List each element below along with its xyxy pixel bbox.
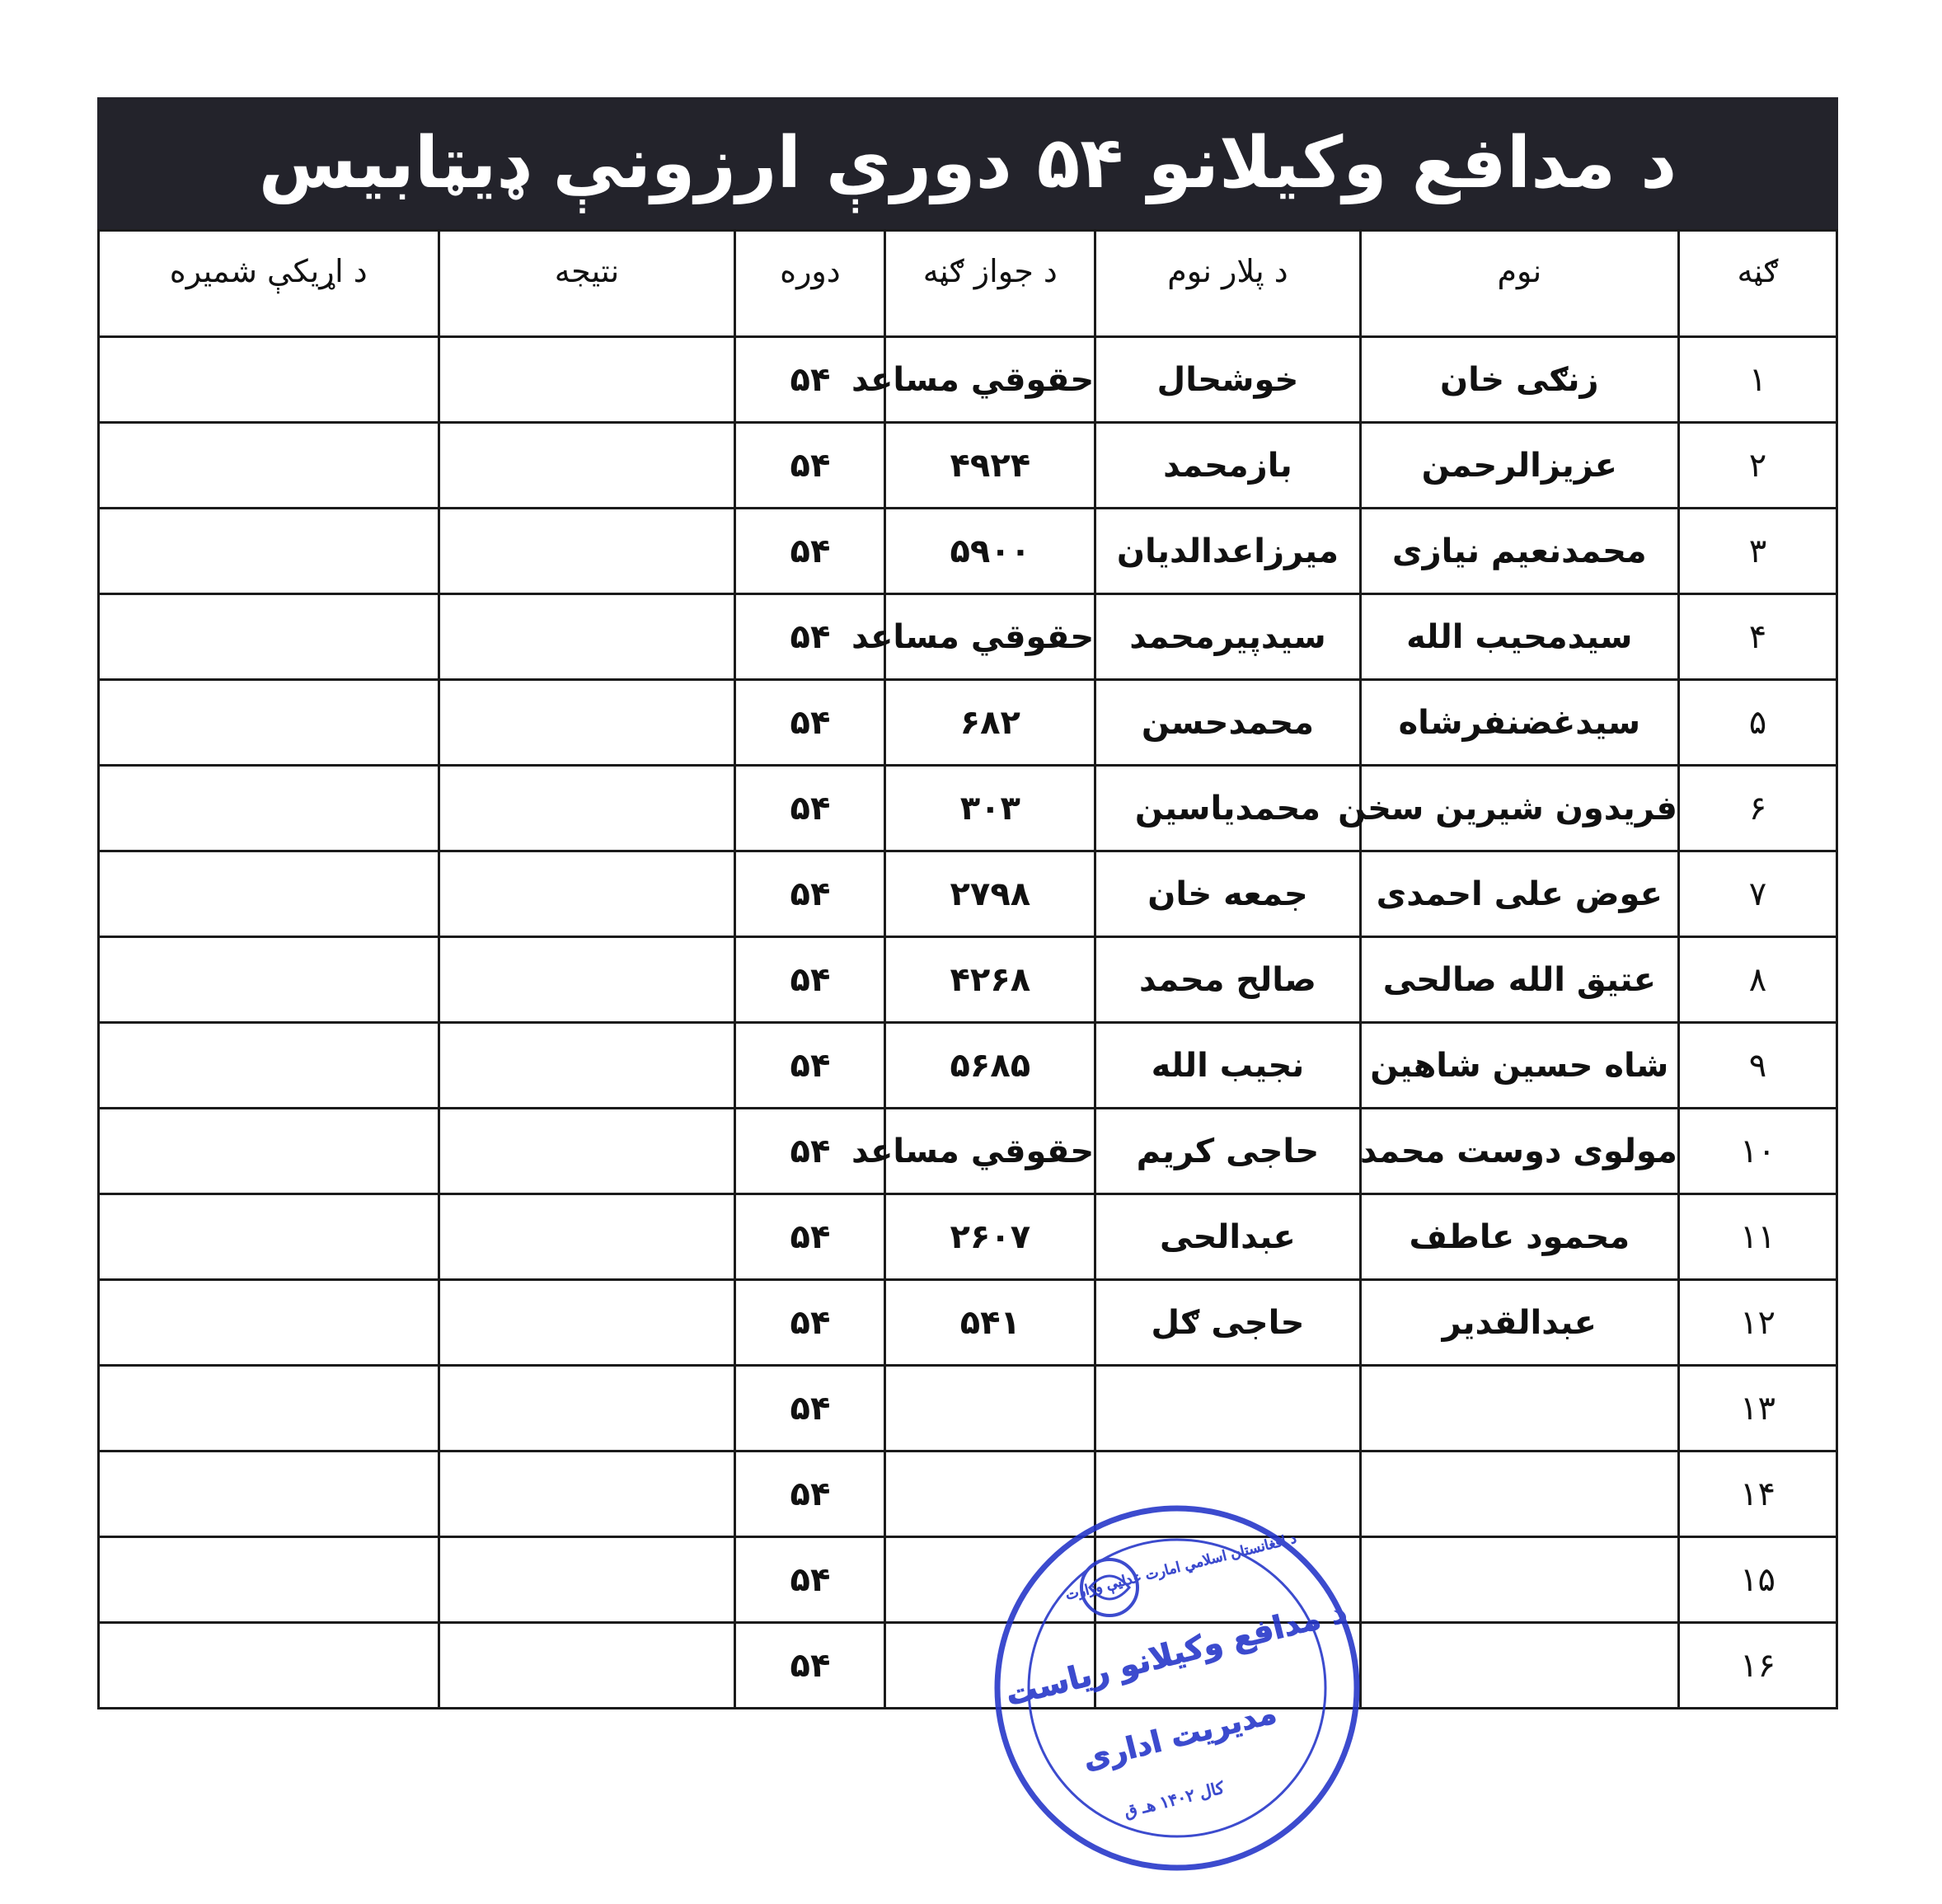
- table-header-row: [99, 231, 1837, 337]
- cell-letter-no: [99, 509, 439, 594]
- official-seal-stamp: [987, 1498, 1367, 1878]
- cell-round: ۵۴: [735, 594, 885, 680]
- cell-index: ۶: [1678, 766, 1836, 851]
- table-row: [99, 937, 1837, 1023]
- cell-name: عوض علی احمدی: [1360, 851, 1678, 937]
- cell-name: سیدمحیب الله: [1360, 594, 1678, 680]
- cell-index: ۱۶: [1678, 1623, 1836, 1709]
- table-row: [99, 423, 1837, 509]
- cell-license-no: حقوقي مساعد: [885, 1109, 1095, 1194]
- cell-result: [439, 1023, 735, 1109]
- table-row: [99, 1194, 1837, 1280]
- cell-letter-no: [99, 766, 439, 851]
- cell-round: ۵۴: [735, 680, 885, 766]
- cell-index: ۲: [1678, 423, 1836, 509]
- header-father-name: د پلار نوم: [1095, 231, 1361, 337]
- cell-result: [439, 1366, 735, 1451]
- cell-result: [439, 766, 735, 851]
- cell-father-name: حاجی کریم: [1095, 1109, 1361, 1194]
- cell-result: [439, 509, 735, 594]
- cell-father-name: محمدحسن: [1095, 680, 1361, 766]
- cell-round: ۵۴: [735, 937, 885, 1023]
- cell-father-name: محمدیاسین: [1095, 766, 1361, 851]
- cell-index: ۸: [1678, 937, 1836, 1023]
- cell-father-name: [1095, 1366, 1361, 1451]
- cell-letter-no: [99, 1280, 439, 1366]
- header-result: نتیجه: [439, 231, 735, 337]
- cell-result: [439, 423, 735, 509]
- cell-license-no: ۴۹۲۴: [885, 423, 1095, 509]
- cell-round: ۵۴: [735, 337, 885, 423]
- cell-index: ۱۴: [1678, 1451, 1836, 1537]
- cell-round: ۵۴: [735, 509, 885, 594]
- table-row: [99, 1280, 1837, 1366]
- table-row: [99, 509, 1837, 594]
- cell-round: ۵۴: [735, 1280, 885, 1366]
- cell-license-no: ۲۶۰۷: [885, 1194, 1095, 1280]
- header-license-no: د جواز ګڼه: [885, 231, 1095, 337]
- records-table: [97, 229, 1838, 1709]
- cell-father-name: جمعه خان: [1095, 851, 1361, 937]
- cell-result: [439, 1451, 735, 1537]
- cell-license-no: ۵۴۱: [885, 1280, 1095, 1366]
- cell-index: ۹: [1678, 1023, 1836, 1109]
- cell-father-name: میرزاعدالدیان: [1095, 509, 1361, 594]
- cell-father-name: بازمحمد: [1095, 423, 1361, 509]
- cell-name: عزیزالرحمن: [1360, 423, 1678, 509]
- cell-father-name: نجیب الله: [1095, 1023, 1361, 1109]
- document-sheet: [97, 97, 1838, 1709]
- document-title-bar: [97, 97, 1838, 229]
- cell-index: ۱۲: [1678, 1280, 1836, 1366]
- cell-result: [439, 937, 735, 1023]
- table-row: [99, 766, 1837, 851]
- cell-name: محمود عاطف: [1360, 1194, 1678, 1280]
- cell-round: ۵۴: [735, 1023, 885, 1109]
- cell-round: ۵۴: [735, 766, 885, 851]
- cell-name: عبدالقدیر: [1360, 1280, 1678, 1366]
- cell-name: عتیق الله صالحی: [1360, 937, 1678, 1023]
- header-index: ګڼه: [1678, 231, 1836, 337]
- cell-name: سیدغضنفرشاه: [1360, 680, 1678, 766]
- document-title: د مدافع وکیلانو ۵۴ دورې ارزونې ډیټابیس: [258, 122, 1677, 204]
- cell-result: [439, 594, 735, 680]
- cell-round: ۵۴: [735, 1451, 885, 1537]
- cell-name: محمدنعیم نیازی: [1360, 509, 1678, 594]
- cell-license-no: ۴۲۶۸: [885, 937, 1095, 1023]
- cell-index: ۳: [1678, 509, 1836, 594]
- cell-father-name: حاجی ګل: [1095, 1280, 1361, 1366]
- cell-letter-no: [99, 1623, 439, 1709]
- header-letter-no: د اړیکې شمیره: [99, 231, 439, 337]
- table-row: [99, 1366, 1837, 1451]
- cell-letter-no: [99, 851, 439, 937]
- cell-round: ۵۴: [735, 851, 885, 937]
- cell-license-no: ۵۹۰۰: [885, 509, 1095, 594]
- cell-result: [439, 337, 735, 423]
- cell-license-no: ۶۸۲: [885, 680, 1095, 766]
- cell-letter-no: [99, 1023, 439, 1109]
- cell-index: ۵: [1678, 680, 1836, 766]
- header-round: دوره: [735, 231, 885, 337]
- cell-index: ۴: [1678, 594, 1836, 680]
- cell-letter-no: [99, 680, 439, 766]
- cell-result: [439, 1280, 735, 1366]
- cell-index: ۱۳: [1678, 1366, 1836, 1451]
- cell-result: [439, 1537, 735, 1623]
- cell-name: شاه حسین شاهین: [1360, 1023, 1678, 1109]
- cell-result: [439, 1623, 735, 1709]
- cell-letter-no: [99, 1451, 439, 1537]
- cell-father-name: عبدالحی: [1095, 1194, 1361, 1280]
- cell-name: [1360, 1366, 1678, 1451]
- cell-round: ۵۴: [735, 1623, 885, 1709]
- cell-round: ۵۴: [735, 1366, 885, 1451]
- cell-index: ۱۰: [1678, 1109, 1836, 1194]
- cell-result: [439, 1194, 735, 1280]
- cell-license-no: ۳۰۳: [885, 766, 1095, 851]
- cell-name: مولوی دوست محمد: [1360, 1109, 1678, 1194]
- cell-name: [1360, 1537, 1678, 1623]
- cell-round: ۵۴: [735, 1537, 885, 1623]
- cell-letter-no: [99, 1537, 439, 1623]
- cell-result: [439, 1109, 735, 1194]
- cell-index: ۱۱: [1678, 1194, 1836, 1280]
- cell-letter-no: [99, 1194, 439, 1280]
- cell-letter-no: [99, 937, 439, 1023]
- header-name: نوم: [1360, 231, 1678, 337]
- cell-license-no: [885, 1366, 1095, 1451]
- cell-license-no: حقوقي مساعد: [885, 594, 1095, 680]
- cell-license-no: ۲۷۹۸: [885, 851, 1095, 937]
- table-row: [99, 1451, 1837, 1537]
- cell-license-no: ۵۶۸۵: [885, 1023, 1095, 1109]
- table-row: [99, 1109, 1837, 1194]
- table-row: [99, 680, 1837, 766]
- table-row: [99, 851, 1837, 937]
- table-row: [99, 594, 1837, 680]
- cell-letter-no: [99, 1366, 439, 1451]
- cell-result: [439, 851, 735, 937]
- cell-round: ۵۴: [735, 423, 885, 509]
- cell-letter-no: [99, 423, 439, 509]
- stamp-line3: مدیریت اداری: [1079, 1695, 1280, 1777]
- cell-name: [1360, 1623, 1678, 1709]
- stamp-line1: د افغانستان اسلامي امارت عدلیې وزارت: [1063, 1530, 1298, 1604]
- cell-name: زنګی خان: [1360, 337, 1678, 423]
- cell-result: [439, 680, 735, 766]
- cell-index: ۱۵: [1678, 1537, 1836, 1623]
- cell-father-name: صالح محمد: [1095, 937, 1361, 1023]
- stamp-line2: د مدافع وکیلانو ریاست: [1001, 1592, 1351, 1714]
- stamp-line4: کال ۱۴۰۲ هـ ق: [1122, 1777, 1227, 1822]
- table-row: [99, 1537, 1837, 1623]
- table-row: [99, 337, 1837, 423]
- cell-letter-no: [99, 1109, 439, 1194]
- cell-round: ۵۴: [735, 1109, 885, 1194]
- cell-round: ۵۴: [735, 1194, 885, 1280]
- cell-name: [1360, 1451, 1678, 1537]
- table-row: [99, 1623, 1837, 1709]
- cell-letter-no: [99, 594, 439, 680]
- cell-letter-no: [99, 337, 439, 423]
- cell-name: فریدون شیرین سخن: [1360, 766, 1678, 851]
- cell-index: ۱: [1678, 337, 1836, 423]
- table-row: [99, 1023, 1837, 1109]
- records-body: [99, 337, 1837, 1709]
- cell-index: ۷: [1678, 851, 1836, 937]
- cell-father-name: سیدپیرمحمد: [1095, 594, 1361, 680]
- cell-license-no: حقوقي مساعد: [885, 337, 1095, 423]
- cell-father-name: خوشحال: [1095, 337, 1361, 423]
